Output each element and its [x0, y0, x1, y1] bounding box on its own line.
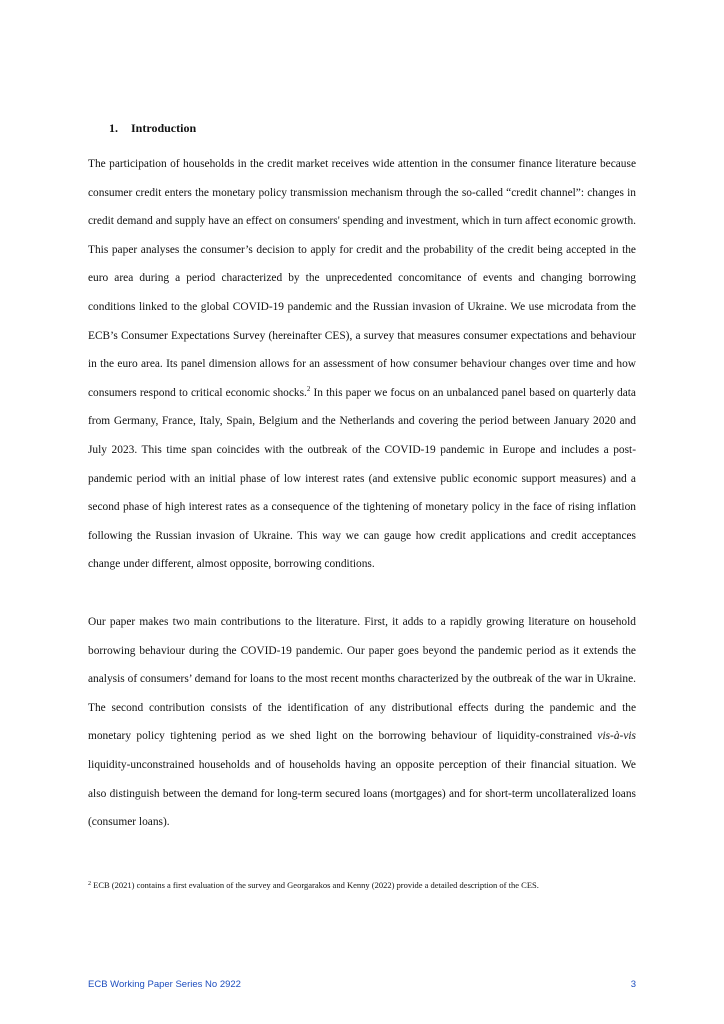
body-paragraph: [88, 150, 636, 579]
italic-term: vis-à-vis: [597, 730, 636, 743]
paragraph-text: In this paper we focus on an unbalanced panel based on quarterly data from Germany, France, Italy, Spain, Belgium and the Netherlands and covering the period between January 2020 and July 2023. This time span coincides with the outbreak of the COVID-19 pandemic in Europe and includes a post-pandemic period with an initial phase of low interest rates (and extensive public economic support measures) and a second phase of high interest rates as a consequence of the tightening of monetary policy in the face of rising inflation following the Russian invasion of Ukraine. This way we can gauge how credit applications and credit acceptances change under different, almost opposite, borrowing conditions.: [88, 386, 636, 571]
body-paragraph: [88, 608, 636, 837]
section-title: Introduction: [131, 121, 197, 135]
paragraph-text: Our paper makes two main contributions to the literature. First, it adds to a rapidly growing literature on household borrowing behaviour during the COVID-19 pandemic. Our paper goes beyond the pandemic period as it extends the analysis of consumers’ demand for loans to the most recent months characterized by the outbreak of the war in Ukraine. The second contribution consists of the identification of any distributional effects during the pandemic and the monetary policy tightening period as we shed light on the borrowing behaviour of liquidity-constrained: [88, 616, 636, 743]
paragraph-text: liquidity-unconstrained households and of households having an opposite perception of their financial situation. We also distinguish between the demand for long-term secured loans (mortgages) and for short-term uncollateralized loans (consumer loans).: [88, 758, 636, 829]
footnote-reference[interactable]: 2: [306, 384, 311, 393]
footnote-marker: 2: [88, 881, 91, 887]
footnote: [88, 879, 648, 891]
section-number: 1.: [109, 121, 118, 135]
paragraph-text: The participation of households in the credit market receives wide attention in the consumer finance literature because consumer credit enters the monetary policy transmission mechanism through the so-called “credit channel”: changes in credit demand and supply have an effect on consumers' spending and investment, which in turn affect economic growth. This paper analyses the consumer’s decision to apply for credit and the probability of the credit being accepted in the euro area during a period characterized by the unprecedented concomitance of events and changing borrowing conditions linked to the global COVID-19 pandemic and the Russian invasion of Ukraine. We use microdata from the ECB’s Consumer Expectations Survey (hereinafter CES), a survey that measures consumer expectations and behaviour in the euro area. Its panel dimension allows for an assessment of how consumer behaviour changes over time and how consumers respond to critical economic shocks.: [88, 158, 636, 399]
section-heading: [109, 121, 196, 136]
footer-page-number: 3: [630, 979, 636, 990]
footer-series-title: ECB Working Paper Series No 2922: [88, 979, 241, 990]
footnote-text: ECB (2021) contains a first evaluation of the survey and Georgarakos and Kenny (2022) provide a detailed description of the CES.: [91, 880, 539, 890]
